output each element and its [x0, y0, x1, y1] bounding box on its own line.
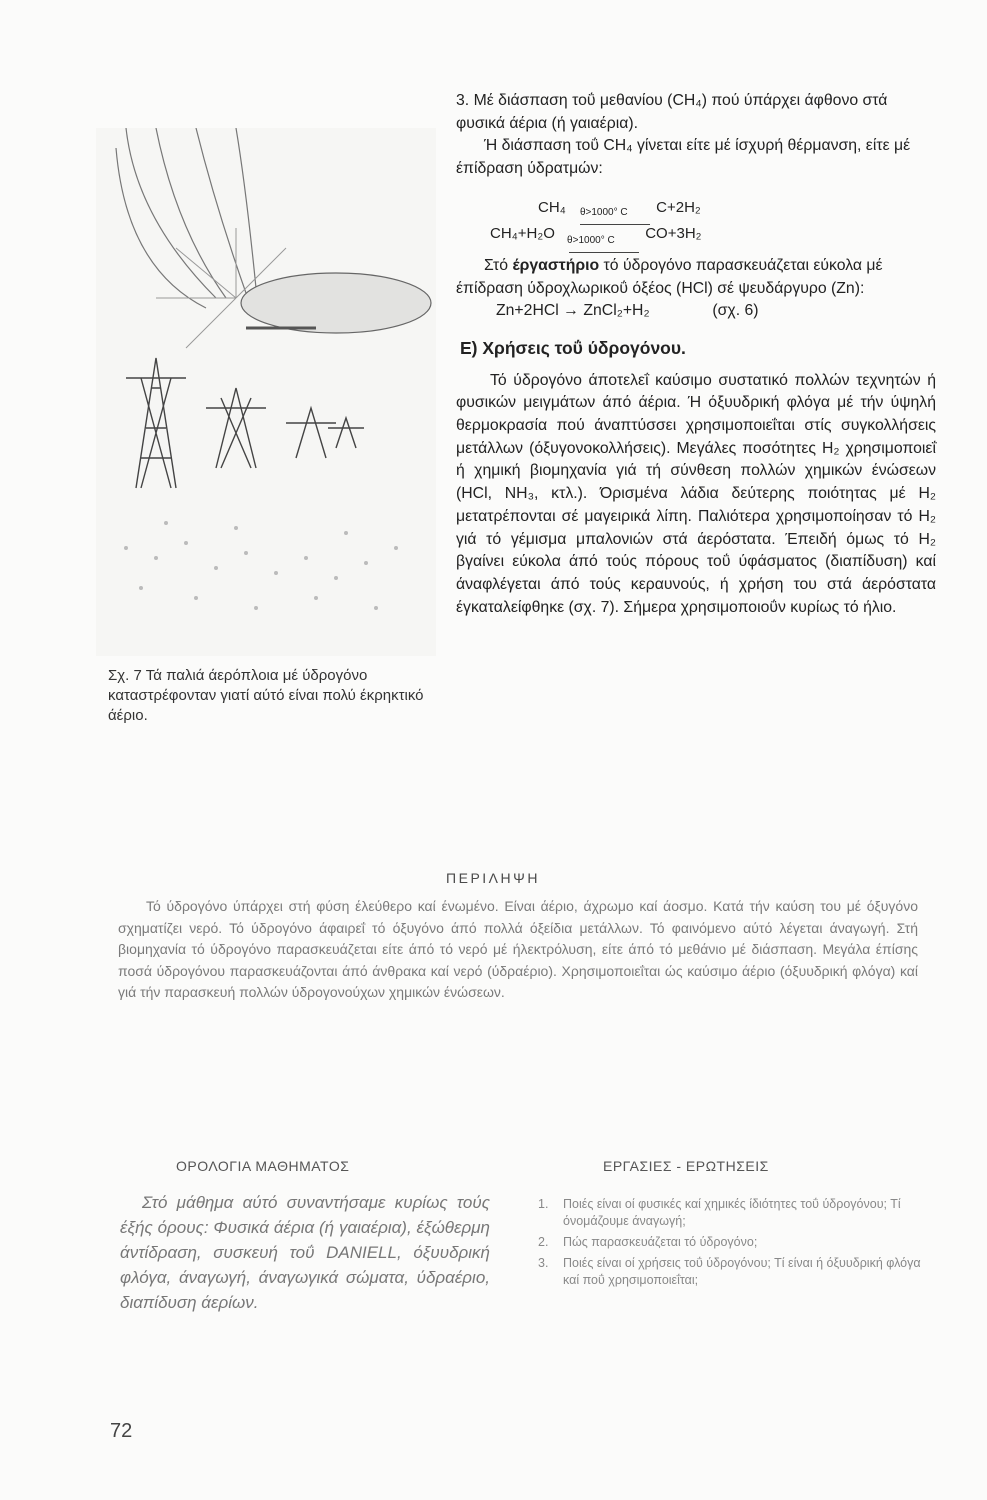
eq1-left: CH₄ — [538, 198, 566, 216]
equations — [456, 187, 936, 249]
tasks-list — [538, 1196, 923, 1293]
equation-2 — [490, 223, 701, 246]
airship-illustration — [96, 128, 436, 656]
summary-text: Τό ύδρογόνο ύπάρχει στή φύση έλεύθερο καί ένωμένο. Είναι άέριο, άχρωμο καί άοσμο. Κατά τήν καύση του μέ όξυγόνο σχηματίζει νερό. Τό ύδρογόνο άφαιρεΐ τό όξυγόνο άπό πολλά όξείδια μετάλλων. Τό φαινόμενο αύτό λέγεται άναγωγή. Στή βιομηχανία τό ύδρογόνο παρασκευάζεται είτε άπό τό νερό μέ ήλεκτρόλυση, είτε άπό τό μεθάνιο μέ διάσπαση. Μεγάλα έπίσης ποσά ύδρογόνου παρασκευάζονται άπό άνθρακα καί νερό (ύδραέριο). Χρησιμοποιεΐται ώς καύσιμο άέριο (όξυυδρική φλόγα) καί γιά τήν παρασκευή πολλών ύδρογονούχων χημικών ένώσεων. — [118, 898, 918, 1000]
task-number: 1. — [538, 1197, 549, 1211]
eq1-right: C+2H₂ — [656, 198, 701, 216]
eq2-left: CH₄+H₂O — [490, 224, 555, 242]
lab-bold-term: έργαστήριο — [512, 256, 600, 274]
right-column — [456, 90, 936, 619]
lab-paragraph — [456, 255, 936, 300]
equation-3-line — [456, 300, 936, 323]
task-text: Ποιές είναι οί χρήσεις τοΰ ύδρογόνου; Τί είναι ή όξυυδρική φλόγα καί ποΰ χρησιμοποιεΐται; — [563, 1256, 921, 1287]
uses-heading: Ε) Χρήσεις τοΰ ύδρογόνου. — [460, 337, 686, 358]
list-item — [538, 1234, 923, 1251]
item3-title: 3. Μέ διάσπαση τοΰ μεθανίου (CH₄) πού ύπάρχει άφθονο στά φυσικά άέρια (ή γαιαέρια). — [456, 92, 888, 132]
terms-text: Στό μάθημα αύτό συναντήσαμε κυρίως τούς έξής όρους: Φυσικά άέρια (ή γαιαέρια), έξώθερμη άντίδραση, συσκευή τοΰ DANIELL, όξυυδρική φλόγα, άναγωγή, άναγωγικά σώματα, ύδραέριο, διαπίδυση άερίων. — [120, 1193, 490, 1312]
task-text: Πώς παρασκευάζεται τό ύδρογόνο; — [563, 1235, 758, 1249]
terms-title: ΟΡΟΛΟΓΙΑ ΜΑΘΗΜΑΤΟΣ — [176, 1158, 350, 1174]
page-number: 72 — [110, 1420, 133, 1442]
list-item — [538, 1255, 923, 1289]
airship-pylons-lightning-illustration-icon — [96, 128, 436, 656]
eq2-arrow-icon — [569, 252, 639, 253]
eq2-right: CO+3H₂ — [645, 224, 702, 242]
eq1-condition: θ>1000° C — [579, 206, 628, 218]
equation-3: Zn+2HCl → ZnCl₂+H₂ — [496, 302, 650, 320]
equation-1 — [538, 197, 701, 220]
task-number: 3. — [538, 1256, 549, 1270]
summary-title: ΠΕΡΙΛΗΨΗ — [446, 870, 540, 886]
equation-3-ref: (σχ. 6) — [712, 302, 759, 320]
task-number: 2. — [538, 1235, 549, 1249]
list-item — [538, 1196, 923, 1230]
lab-rest: τό ύδρογόνο παρασκευάζεται εύκολα μέ έπίδραση ύδροχλωρικοΰ όξέος (HCl) σέ ψευδάργυρο (Zn): — [456, 256, 883, 297]
tasks-title: ΕΡΓΑΣΙΕΣ - ΕΡΩΤΗΣΕΙΣ — [603, 1158, 769, 1174]
eq2-condition: θ>1000° C — [567, 234, 615, 246]
item3-body: Ή διάσπαση τοΰ CH₄ γίνεται είτε μέ ίσχυρή θέρμανση, είτε μέ έπίδραση ύδρατμών: — [456, 137, 911, 178]
task-text: Ποιές είναι οί φυσικές καί χημικές ίδιότητες τοΰ ύδρογόνου; Τί όνομάζουμε άναγωγή; — [563, 1197, 901, 1228]
figure-caption: Σχ. 7 Τά παλιά άερόπλοια μέ ύδρογόνο καταστρέφονταν γιατί αύτό είναι πολύ έκρηκτικό άέριο. — [108, 667, 424, 724]
lab-prefix: Στό — [484, 256, 513, 274]
uses-body: Τό ύδρογόνο άποτελεΐ καύσιμο συστατικό πολλών τεχνητών ή φυσικών μειγμάτων άπό άέρια. Ή όξυυδρική φλόγα μέ τήν ύψηλή θερμοκρασία πού άναπτύσσει χρησιμοποιεΐται στίς συγκολλήσεις μετάλλων (όξυγονοκολλήσεις). Μεγάλες ποσότητες H₂ χρησιμοποιεΐ ή χημική βιομηχανία γιά τή σύνθεση πολλών χημικών ένώσεων (HCl, NH₃, κτλ.). Όρισμένα λάδια δεύτερης ποιότητας μέ H₂ μετατρέπονται σέ μαγειρικά λίπη. Παλιότερα χρησιμοποίησαν τό H₂ γιά τό γέμισμα μπαλονιών στά άερόστατα. Έπειδή όμως τό H₂ βγαίνει εύκολα άπό τούς πόρους τοΰ ύφάσματος (διαπίδυση) καί άναφλέγεται άπό τούς κεραυνούς, ή χρήση του στά άερόστατα έγκαταλείφθηκε (σχ. 7). Σήμερα χρησιμοποιοΰν κυρίως τό ήλιο. — [456, 371, 936, 616]
